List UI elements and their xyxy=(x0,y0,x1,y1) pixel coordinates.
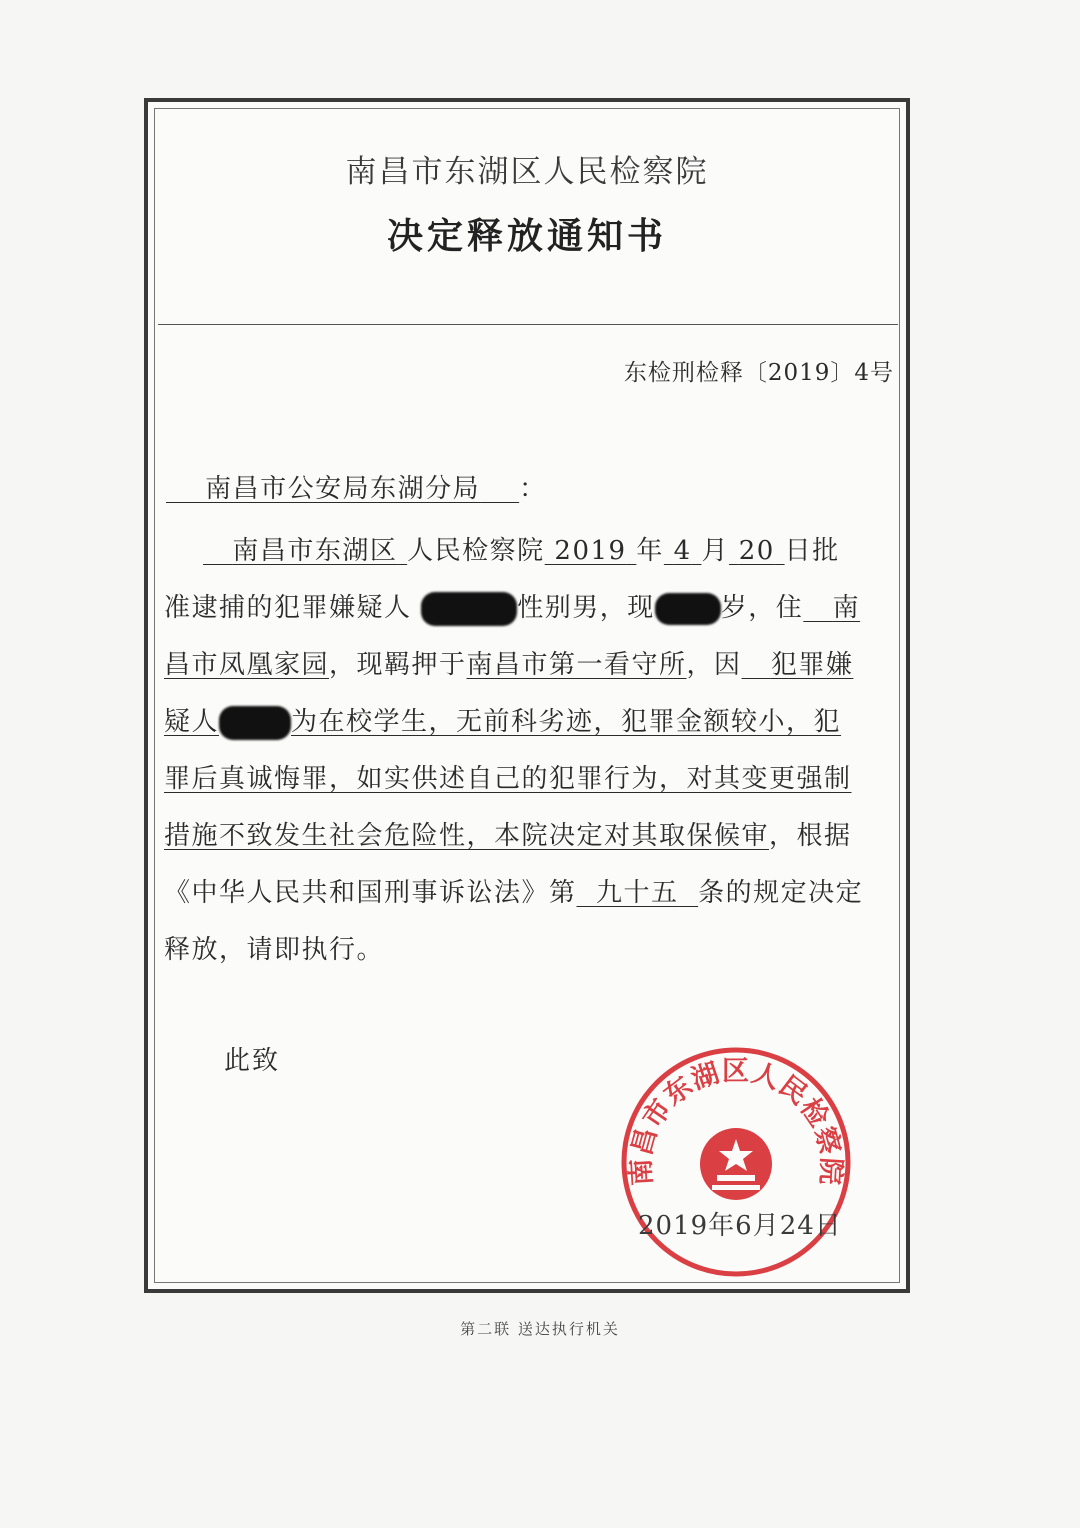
document-number: 东检刑检释〔2019〕4号 xyxy=(623,360,894,386)
national-emblem-icon xyxy=(700,1128,772,1200)
addressee-line: 南昌市公安局东湖分局 ： xyxy=(166,468,547,505)
residence-start: 南 xyxy=(832,593,861,623)
redacted-name xyxy=(421,592,517,626)
reason-line-4: 疑人 为在校学生，无前科劣迹，犯罪金额较小，犯 xyxy=(164,707,841,737)
approval-year: 2019 xyxy=(554,536,627,566)
issue-date: 2019年6月24日 xyxy=(638,1211,842,1241)
body-line-2: 准逮捕的犯罪嫌疑人 性别男，现 岁，住 南 xyxy=(164,587,892,627)
body-line-4 xyxy=(164,701,892,741)
header-divider xyxy=(158,324,898,325)
approving-organization: 南昌市东湖区 xyxy=(232,536,398,566)
body-line-7: 《中华人民共和国刑事诉讼法》第 九十五 条的规定决定 xyxy=(164,878,864,908)
document-title: 决定释放通知书 xyxy=(386,215,667,257)
document-frame xyxy=(144,98,910,1293)
body-line-6: 措施不致发生社会危险性，本院决定对其取保候审，根据 xyxy=(164,821,852,851)
redacted-name-2 xyxy=(219,706,291,740)
copy-label: 第二联 送达执行机关 xyxy=(460,1320,620,1338)
body-line-1: 南昌市东湖区 人民检察院 2019 年 4 月 20 日批 xyxy=(164,530,892,570)
body-line-3: 昌市凤凰家园，现羁押于南昌市第一看守所，因 犯罪嫌 xyxy=(164,650,854,680)
detention-place: 南昌市第一看守所 xyxy=(466,650,687,680)
redacted-age xyxy=(655,593,721,625)
reason-line-5: 罪后真诚悔罪，如实供述自己的犯罪行为，对其变更强制 xyxy=(164,764,852,794)
law-article: 九十五 xyxy=(596,878,679,908)
body-line-5 xyxy=(164,758,892,798)
approval-day: 20 xyxy=(738,536,775,566)
official-seal xyxy=(616,1042,856,1282)
salutation: 此致 xyxy=(224,1046,281,1076)
reason-line-6: 措施不致发生社会危险性，本院决定对其取保候审 xyxy=(164,821,770,851)
seal-text: 南昌市东湖区人民检察院 xyxy=(625,1056,847,1187)
reason-start: 犯罪嫌 xyxy=(770,650,854,680)
addressee-name: 南昌市公安局东湖分局 xyxy=(205,474,481,504)
approval-month: 4 xyxy=(673,536,692,566)
body-line-8: 释放，请即执行。 xyxy=(164,935,385,965)
residence-address: 昌市凤凰家园 xyxy=(164,650,330,680)
issuing-organization: 南昌市东湖区人民检察院 xyxy=(345,154,709,190)
